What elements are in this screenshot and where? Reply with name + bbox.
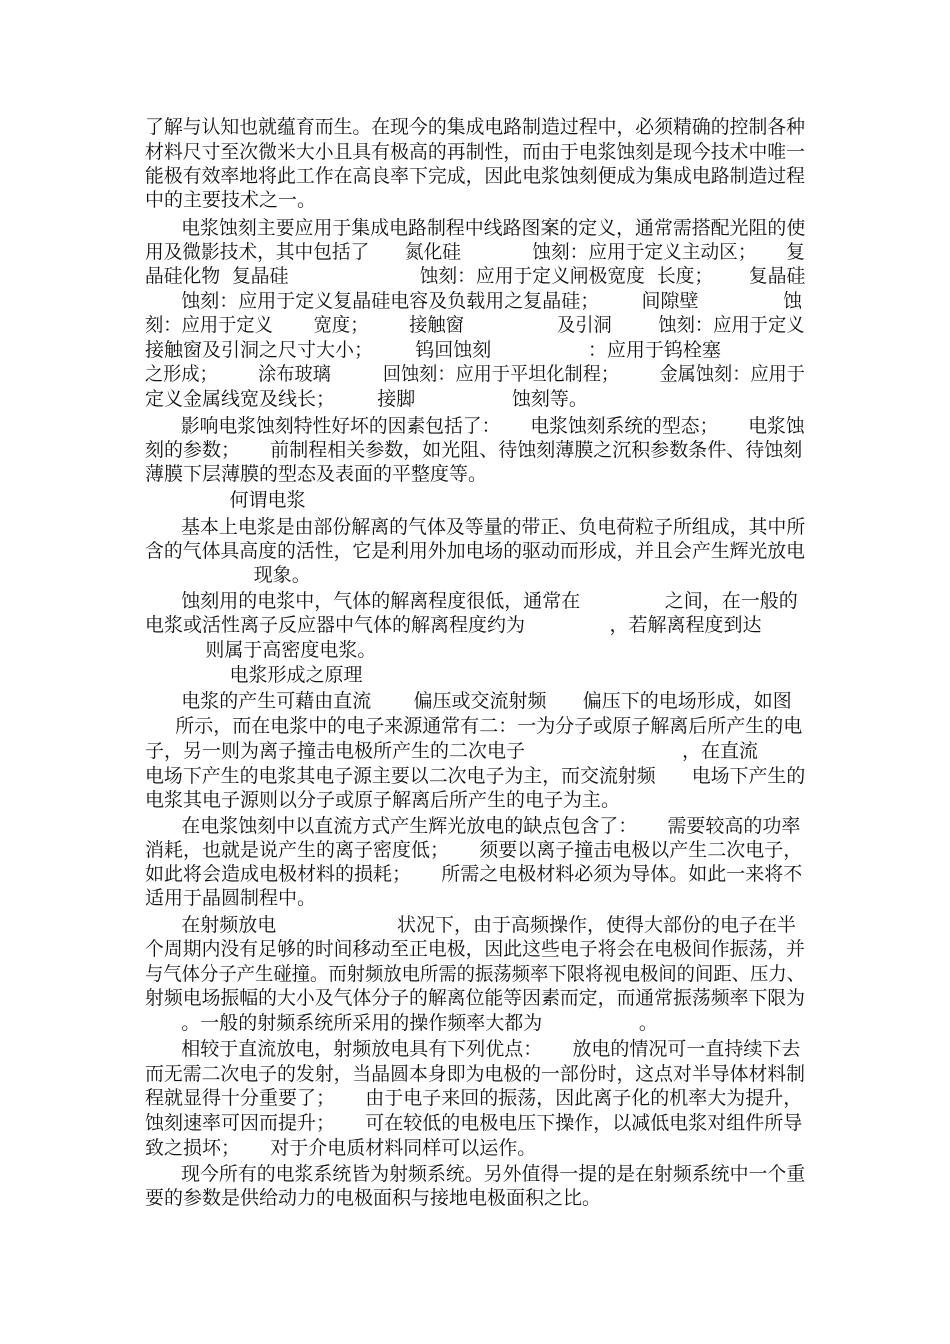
text-line-18: 含的气体具高度的活性，它是利用外加电场的驱动而形成，并且会产生辉光放电	[145, 540, 806, 562]
text-line-41: 蚀刻速率可因而提升； 可在较低的电极电压下操作，以减低电浆对组件所导	[145, 1112, 803, 1134]
section-heading-plasma: 何谓电浆	[145, 489, 306, 511]
text-line-22: 则属于高密度电浆。	[145, 639, 377, 661]
text-line-5: 电浆蚀刻主要应用于集成电路制程中线路图案的定义，通常需搭配光阻的使	[145, 217, 806, 239]
text-line-39: 而无需二次电子的发射，当晶圆本身即为电极的一部份时，这点对半导体材料制	[145, 1063, 806, 1085]
text-line-1: 了解与认知也就蕴育而生。在现今的集成电路制造过程中，必须精确的控制各种	[145, 116, 806, 138]
text-line-38: 相较于直流放电，射频放电具有下列优点： 放电的情况可一直持续下去	[145, 1038, 801, 1060]
text-line-27: 电场下产生的电浆其电子源主要以二次电子为主，而交流射频 电场下产生的	[145, 765, 806, 787]
text-line-20: 蚀刻用的电浆中，气体的解离程度很低，通常在 之间，在一般的	[145, 590, 798, 612]
text-line-40: 程就显得十分重要了； 由于电子来回的振荡，因此离子化的机率大为提升，	[145, 1087, 803, 1109]
text-line-13: 影响电浆蚀刻特性好坏的因素包括了： 电浆蚀刻系统的型态； 电浆蚀	[145, 415, 805, 437]
text-line-26: 子，另一则为离子撞击电极所产生的二次电子 ，在直流	[145, 740, 759, 762]
text-line-30: 消耗，也就是说产生的离子密度低； 须要以离子撞击电极以产生二次电子，	[145, 839, 803, 861]
text-line-21: 电浆或活性离子反应器中气体的解离程度约为 ，若解离程度到达	[145, 614, 762, 636]
text-line-42: 致之损坏； 对于介电质材料同样可以运作。	[145, 1137, 537, 1159]
text-line-6: 用及微影技术，其中包括了 氮化硅 蚀刻：应用于定义主动区； 复	[145, 241, 805, 263]
text-line-37: 。一般的射频系统所采用的操作频率大都为 。	[145, 1012, 658, 1034]
text-line-14: 刻的参数； 前制程相关参数，如光阻、待蚀刻薄膜之沉积参数条件、待蚀刻	[145, 439, 803, 461]
text-line-15: 薄膜下层薄膜的型态及表面的平整度等。	[145, 463, 488, 485]
text-line-36: 射频电场振幅的大小及气体分子的解离位能等因素而定，而通常振荡频率下限为	[145, 987, 806, 1009]
text-line-11: 之形成； 涂布玻璃 回蚀刻：应用于平坦化制程； 金属蚀刻：应用于	[145, 363, 805, 385]
text-line-2: 材料尺寸至次微米大小且具有极高的再制性，而由于电浆蚀刻是现今技术中唯一	[145, 141, 806, 163]
text-line-7: 晶硅化物 复晶硅 蚀刻：应用于定义闸极宽度 长度； 复晶硅	[145, 265, 806, 287]
text-line-43: 现今所有的电浆系统皆为射频系统。另外值得一提的是在射频系统中一个重	[145, 1163, 806, 1185]
text-line-32: 适用于晶圆制程中。	[145, 887, 317, 909]
text-line-4: 中的主要技术之一。	[145, 189, 317, 211]
text-line-28: 电浆其电子源则以分子或原子解离后所产生的电子为主。	[145, 789, 621, 811]
text-line-31: 如此将会造成电极材料的损耗； 所需之电极材料必须为导体。如此一来将不	[145, 863, 803, 885]
text-line-33: 在射频放电 状况下，由于高频操作，使得大部份的电子在半	[145, 914, 797, 936]
text-line-19: 现象。	[145, 564, 311, 586]
text-line-10: 接触窗及引洞之尺寸大小； 钨回蚀刻 ：应用于钨栓塞	[145, 339, 721, 361]
text-line-34: 个周期内没有足够的时间移动至正电极，因此这些电子将会在电极间作振荡，并	[145, 938, 806, 960]
text-line-44: 要的参数是供给动力的电极面积与接地电极面积之比。	[145, 1187, 602, 1209]
text-line-17: 基本上电浆是由部份解离的气体及等量的带正、负电荷粒子所组成，其中所	[145, 516, 806, 538]
text-line-3: 能极有效率地将此工作在高良率下完成，因此电浆蚀刻便成为集成电路制造过程	[145, 165, 806, 187]
text-line-29: 在电浆蚀刻中以直流方式产生辉光放电的缺点包含了： 需要较高的功率	[145, 815, 801, 837]
text-line-8: 蚀刻：应用于定义复晶硅电容及负载用之复晶硅； 间隙壁 蚀	[145, 290, 803, 312]
text-line-24: 电浆的产生可藉由直流 偏压或交流射频 偏压下的电场形成，如图	[145, 690, 792, 712]
text-line-9: 刻：应用于定义 宽度； 接触窗 及引洞 蚀刻：应用于定义	[145, 314, 805, 336]
text-line-12: 定义金属线宽及线长； 接脚 蚀刻等。	[145, 388, 588, 410]
section-heading-principle: 电浆形成之原理	[145, 664, 363, 686]
text-line-35: 与气体分子产生碰撞。而射频放电所需的振荡频率下限将视电极间的间距、压力、	[145, 963, 806, 985]
text-line-25: 所示，而在电浆中的电子来源通常有二：一为分子或原子解离后所产生的电	[145, 715, 803, 737]
